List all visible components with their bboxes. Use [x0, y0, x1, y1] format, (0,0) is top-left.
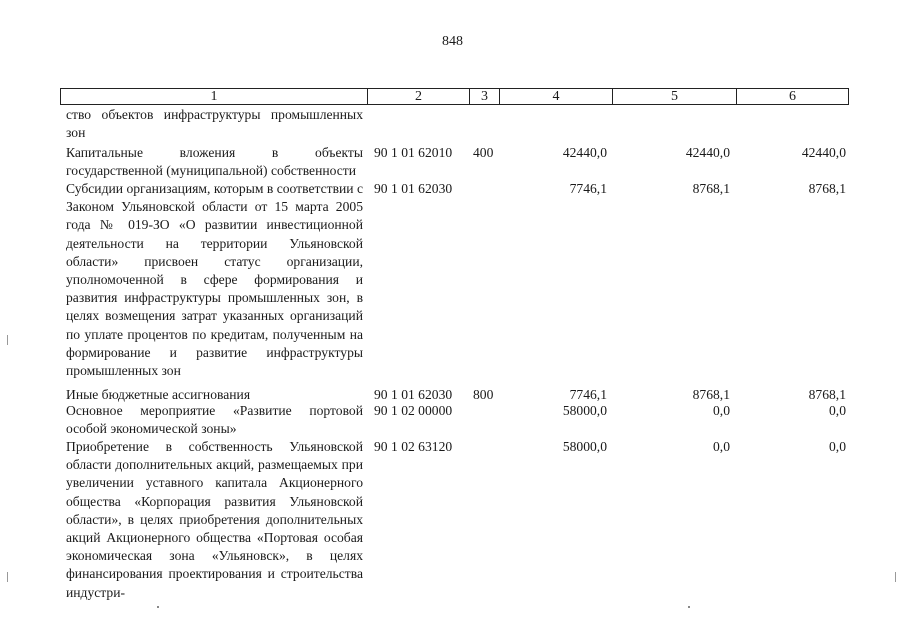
row-description: ство объектов инфраструктуры промышленных зон: [66, 107, 363, 141]
row-code: 90 1 01 62030: [374, 387, 453, 402]
row-value-col4: 7746,1: [569, 181, 607, 196]
row-value-col4: 58000,0: [562, 403, 607, 418]
row-value-col5: 0,0: [713, 439, 730, 454]
row-description: Основное мероприятие «Развитие портовой особой экономической зоны»: [66, 403, 363, 437]
row-value-col4: 42440,0: [562, 145, 607, 160]
row-value-col5: 8768,1: [692, 181, 730, 196]
row-description: Субсидии организациям, которым в соответствии с Законом Ульяновской области от 15 марта 2005 года № 019-ЗО «О развитии инвестиционной деятельности на территории Ульяновской области» присвоен статус организации, уполномоченной в сфере формирования и развития инфраструктуры промышленных зон, в целях возмещения затрат указанных организаций по уплате процентов по кредитам, полученным на формирование и развитие инфраструктуры промышленных зон: [66, 181, 363, 379]
row-value-col6: 8768,1: [808, 387, 846, 402]
header-col-1: 1: [61, 89, 368, 104]
scan-artifact: [7, 335, 8, 345]
row-value-col5: 42440,0: [685, 145, 730, 160]
row-value-col6: 0,0: [829, 439, 846, 454]
header-col-3: 3: [470, 89, 500, 104]
scan-artifact: [688, 606, 690, 608]
row-code: 90 1 02 00000: [374, 403, 453, 418]
row-value-col5: 0,0: [713, 403, 730, 418]
row-value-col6: 42440,0: [801, 145, 846, 160]
scan-artifact: [7, 572, 8, 582]
row-code: 90 1 01 62030: [374, 181, 453, 196]
header-col-4: 4: [500, 89, 613, 104]
row-code: 90 1 02 63120: [374, 439, 453, 454]
header-col-5: 5: [613, 89, 737, 104]
row-expense-type: 400: [473, 145, 494, 160]
table-header-row: [60, 88, 849, 105]
row-code: 90 1 01 62010: [374, 145, 453, 160]
page-number: 848: [442, 34, 463, 49]
scan-artifact: [157, 606, 159, 608]
row-description: Приобретение в собственность Ульяновской области дополнительных акций, размещаемых при увеличении уставного капитала Акционерного общества «Корпорация развития Ульяновской области», в целях приобретения дополнительных акций Акционерного общества «Портовая особая экономическая зона «Ульяновск», в целях финансирования проектирования и строительства индустри-: [66, 439, 363, 600]
header-col-2: 2: [368, 89, 470, 104]
row-value-col6: 0,0: [829, 403, 846, 418]
row-expense-type: 800: [473, 387, 494, 402]
row-value-col5: 8768,1: [692, 387, 730, 402]
row-value-col4: 7746,1: [569, 387, 607, 402]
row-description: Капитальные вложения в объекты государственной (муниципальной) собственности: [66, 145, 363, 179]
header-col-6: 6: [789, 89, 796, 104]
row-value-col4: 58000,0: [562, 439, 607, 454]
scan-artifact: [895, 572, 896, 582]
row-value-col6: 8768,1: [808, 181, 846, 196]
row-description: Иные бюджетные ассигнования: [66, 387, 251, 402]
